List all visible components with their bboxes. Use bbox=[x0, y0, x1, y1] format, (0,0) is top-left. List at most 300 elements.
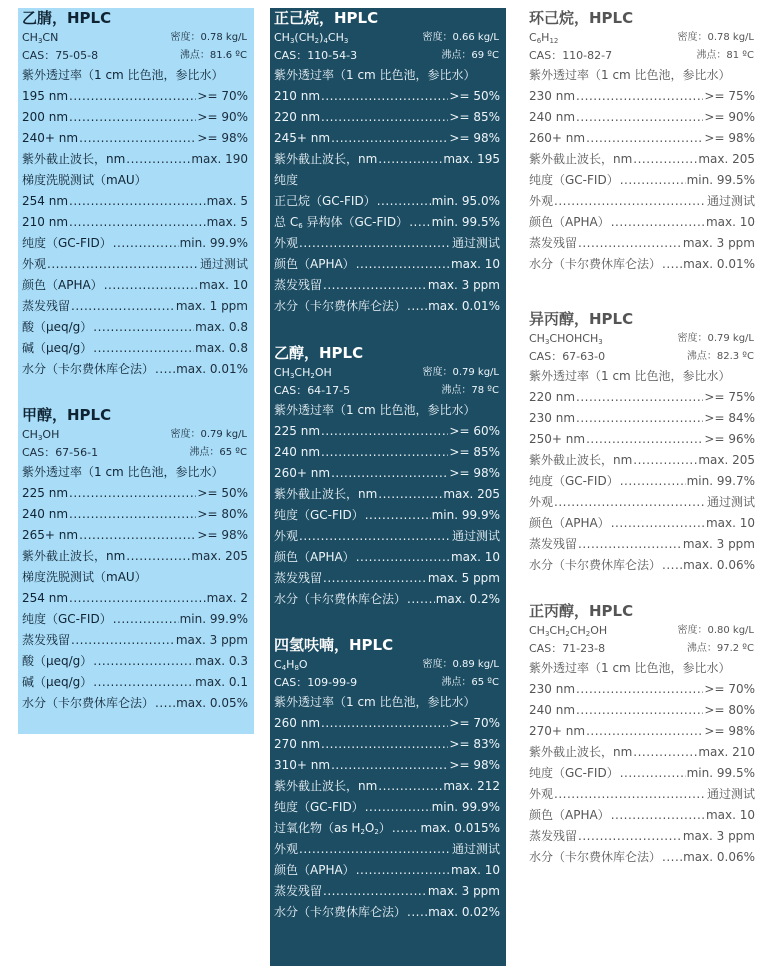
spec-value: min. 95.0% bbox=[431, 194, 500, 208]
spec-label-text: 310+ nm bbox=[274, 758, 331, 772]
spec-value: >= 50% bbox=[197, 486, 248, 500]
dot-leader bbox=[126, 546, 190, 567]
boiling-point: 沸点：78 ºC bbox=[441, 385, 499, 396]
dot-leader bbox=[620, 170, 686, 191]
spec-row bbox=[529, 763, 758, 784]
spec-row bbox=[274, 547, 503, 568]
spec-row bbox=[22, 630, 251, 651]
dot-leader bbox=[586, 128, 703, 149]
formula-part: 3 bbox=[598, 338, 603, 346]
spec-label bbox=[22, 317, 92, 338]
spec-label bbox=[529, 254, 661, 275]
spec-row bbox=[529, 534, 758, 555]
spec-value: max. 5 bbox=[206, 194, 248, 208]
spec-label-text: 260+ nm bbox=[529, 131, 586, 145]
spec-value: >= 90% bbox=[704, 110, 755, 124]
dot-leader bbox=[633, 450, 697, 471]
formula-part: CH bbox=[529, 332, 545, 345]
formula-part: 3 bbox=[289, 37, 295, 45]
formula-part: OH bbox=[314, 366, 332, 379]
dot-leader bbox=[365, 505, 431, 526]
spec-label bbox=[22, 128, 78, 149]
spec-value: max. 0.01% bbox=[683, 257, 755, 271]
density-value: 密度：0.66 kg/L bbox=[422, 32, 499, 43]
dot-leader bbox=[69, 86, 196, 107]
spec-row bbox=[529, 742, 758, 763]
dot-leader bbox=[407, 296, 427, 317]
spec-row bbox=[274, 233, 503, 254]
spec-label bbox=[529, 847, 661, 868]
formula-part: 12 bbox=[549, 37, 559, 45]
spec-value: max. 3 ppm bbox=[682, 236, 755, 250]
dot-leader bbox=[576, 700, 703, 721]
cas-line bbox=[22, 47, 251, 65]
spec-label-text: 220 nm bbox=[274, 110, 321, 124]
spec-row bbox=[22, 296, 251, 317]
spec-label bbox=[274, 881, 322, 902]
solvent-block bbox=[529, 309, 758, 576]
spec-label-text: 颜色（APHA） bbox=[22, 278, 103, 292]
boiling-point: 沸点：97.2 ºC bbox=[686, 643, 754, 654]
solvent-block bbox=[274, 635, 503, 923]
spec-label bbox=[274, 484, 377, 505]
spec-value: max. 0.3 bbox=[195, 654, 248, 668]
formula-part: CH bbox=[22, 31, 38, 44]
section-title: 异丙醇，HPLC bbox=[529, 310, 634, 328]
formula-part: (CH bbox=[294, 31, 315, 44]
formula-part: CH bbox=[274, 366, 290, 379]
spec-label bbox=[529, 721, 585, 742]
spec-row bbox=[22, 483, 251, 504]
spec-label bbox=[22, 149, 125, 170]
spec-label-text: 紫外截止波长，nm bbox=[529, 152, 633, 166]
spec-label bbox=[529, 805, 610, 826]
dot-leader bbox=[321, 734, 448, 755]
dot-leader bbox=[576, 679, 703, 700]
dot-leader bbox=[365, 797, 431, 818]
spec-value: max. 205 bbox=[698, 152, 755, 166]
spec-label-text: 265+ nm bbox=[22, 528, 79, 542]
spec-value: max. 205 bbox=[191, 549, 248, 563]
uv-transmittance-header: 紫外透过率（1 cm 比色池，参比水） bbox=[274, 68, 476, 82]
spec-row bbox=[274, 713, 503, 734]
spec-label bbox=[529, 450, 632, 471]
dot-leader bbox=[620, 471, 686, 492]
spec-row bbox=[274, 818, 503, 839]
formula-part: C bbox=[529, 31, 537, 44]
spec-value: 通过测试 bbox=[706, 787, 755, 801]
spec-value: 通过测试 bbox=[451, 842, 500, 856]
spec-value: >= 98% bbox=[449, 131, 500, 145]
solvent-block bbox=[274, 343, 503, 610]
uv-transmittance-header: 紫外透过率（1 cm 比色池，参比水） bbox=[529, 661, 731, 675]
dot-leader bbox=[69, 107, 196, 128]
spec-label-text: 230 nm bbox=[529, 411, 576, 425]
spec-value: max. 0.06% bbox=[683, 850, 755, 864]
spec-label-text: 270+ nm bbox=[529, 724, 586, 738]
formula-part: CH bbox=[327, 31, 344, 44]
spec-label bbox=[274, 191, 376, 212]
spec-value: >= 98% bbox=[197, 131, 248, 145]
spec-label bbox=[274, 526, 298, 547]
spec-label-text: 外观 bbox=[529, 495, 554, 509]
spec-label-text: 酸（µeq/g） bbox=[22, 320, 93, 334]
spec-label bbox=[22, 338, 92, 359]
spec-row bbox=[22, 212, 251, 233]
spec-label bbox=[529, 191, 553, 212]
chemical-formula bbox=[529, 330, 603, 348]
spec-row bbox=[22, 672, 251, 693]
boiling-point: 沸点：81 ºC bbox=[696, 50, 754, 61]
formula-part: O bbox=[298, 658, 308, 671]
spec-value: 通过测试 bbox=[451, 529, 500, 543]
spec-value: max. 3 ppm bbox=[682, 537, 755, 551]
spec-label bbox=[529, 233, 577, 254]
spec-label-text: 纯度（GC-FID） bbox=[529, 173, 619, 187]
spec-label bbox=[22, 296, 70, 317]
spec-row bbox=[274, 839, 503, 860]
spec-label-text: 紫外截止波长，nm bbox=[274, 779, 378, 793]
spec-value: >= 90% bbox=[197, 110, 248, 124]
section-title: 正己烷，HPLC bbox=[274, 9, 379, 27]
cas-number: CAS：71-23-8 bbox=[529, 642, 606, 655]
spec-row bbox=[22, 107, 251, 128]
spec-row bbox=[274, 254, 503, 275]
spec-value: max. 2 bbox=[206, 591, 248, 605]
formula-line bbox=[529, 330, 758, 348]
dot-leader bbox=[576, 86, 703, 107]
spec-value: >= 98% bbox=[449, 758, 500, 772]
spec-label-text: 210 nm bbox=[22, 215, 69, 229]
spec-label bbox=[529, 700, 575, 721]
spec-label-text: 230 nm bbox=[529, 89, 576, 103]
spec-row bbox=[529, 170, 758, 191]
dot-leader bbox=[633, 742, 697, 763]
dot-leader bbox=[662, 847, 682, 868]
dot-leader bbox=[576, 408, 703, 429]
spec-label bbox=[274, 902, 406, 923]
spec-value: min. 99.9% bbox=[431, 800, 500, 814]
formula-part: 3 bbox=[37, 434, 43, 442]
formula-part: CH bbox=[274, 31, 290, 44]
spec-label-text: 颜色（APHA） bbox=[529, 808, 610, 822]
formula-line bbox=[274, 364, 503, 382]
spec-label-text: 紫外截止波长，nm bbox=[274, 152, 378, 166]
spec-value: max. 0.8 bbox=[195, 341, 248, 355]
solvent-block bbox=[274, 8, 503, 317]
spec-label bbox=[274, 463, 330, 484]
spec-label bbox=[274, 212, 408, 233]
spec-label-text: 颜色（APHA） bbox=[529, 516, 610, 530]
spec-label bbox=[274, 275, 322, 296]
spec-label bbox=[529, 429, 585, 450]
spec-row bbox=[274, 421, 503, 442]
dot-leader bbox=[407, 589, 435, 610]
cas-line bbox=[529, 47, 758, 65]
dot-leader bbox=[578, 534, 682, 555]
density-value: 密度：0.80 kg/L bbox=[677, 625, 754, 636]
spec-value: max. 3 ppm bbox=[175, 633, 248, 647]
formula-part: 2 bbox=[310, 372, 315, 380]
spec-label bbox=[274, 149, 377, 170]
spec-value: 通过测试 bbox=[451, 236, 500, 250]
formula-part: CH bbox=[549, 624, 566, 637]
spec-label-text: 水分（卡尔费休库仑法） bbox=[529, 850, 662, 864]
spec-label bbox=[274, 547, 355, 568]
spec-label bbox=[22, 672, 92, 693]
spec-label bbox=[529, 170, 619, 191]
spec-row bbox=[274, 275, 503, 296]
spec-label bbox=[22, 525, 78, 546]
spec-value: >= 85% bbox=[449, 445, 500, 459]
spec-label bbox=[22, 107, 68, 128]
solvent-block bbox=[529, 8, 758, 275]
spec-value: >= 85% bbox=[449, 110, 500, 124]
spec-value: max. 3 ppm bbox=[682, 829, 755, 843]
formula-part: OH bbox=[42, 428, 60, 441]
formula-part: 3 bbox=[343, 37, 349, 45]
section-title: 环己烷，HPLC bbox=[529, 9, 634, 27]
spec-value: >= 75% bbox=[704, 390, 755, 404]
spec-label bbox=[529, 492, 553, 513]
spec-value: max. 0.06% bbox=[683, 558, 755, 572]
spec-label-text: 蒸发残留 bbox=[529, 236, 578, 250]
spec-value: min. 99.9% bbox=[431, 508, 500, 522]
section-title: 乙腈，HPLC bbox=[22, 9, 112, 27]
dot-leader bbox=[331, 128, 448, 149]
spec-label-text: 纯度（GC-FID） bbox=[22, 236, 112, 250]
spec-row bbox=[529, 555, 758, 576]
spec-label bbox=[274, 818, 391, 839]
spec-label-text: 颜色（APHA） bbox=[529, 215, 610, 229]
solvent-block bbox=[22, 405, 251, 714]
dot-leader bbox=[356, 860, 450, 881]
density-value: 密度：0.78 kg/L bbox=[170, 32, 247, 43]
dot-leader bbox=[93, 338, 194, 359]
formula-part: CN bbox=[42, 31, 59, 44]
boiling-point: 沸点：65 ºC bbox=[189, 447, 247, 458]
section-title: 甲醇，HPLC bbox=[22, 406, 112, 424]
spec-value: >= 98% bbox=[704, 724, 755, 738]
formula-part: 4 bbox=[323, 37, 328, 45]
dot-leader bbox=[113, 609, 179, 630]
spec-label bbox=[22, 233, 112, 254]
spec-label-text: 水分（卡尔费休库仑法） bbox=[22, 362, 155, 376]
spec-column-1 bbox=[18, 8, 254, 734]
dot-leader bbox=[586, 721, 703, 742]
spec-value: max. 0.8 bbox=[195, 320, 248, 334]
cas-number: CAS：64-17-5 bbox=[274, 384, 351, 397]
formula-part: ) bbox=[319, 31, 324, 44]
dot-leader bbox=[633, 149, 697, 170]
uv-transmittance-header: 紫外透过率（1 cm 比色池，参比水） bbox=[22, 68, 224, 82]
spec-row bbox=[274, 86, 503, 107]
spec-row bbox=[529, 513, 758, 534]
chemical-formula bbox=[274, 656, 308, 674]
spec-label bbox=[22, 191, 68, 212]
spec-label bbox=[529, 742, 632, 763]
spec-label-text: 碱（µeq/g） bbox=[22, 341, 93, 355]
section-title: 正丙醇，HPLC bbox=[529, 602, 634, 620]
dot-leader bbox=[578, 233, 682, 254]
dot-leader bbox=[554, 191, 706, 212]
spec-label-subscript: 2 bbox=[374, 828, 379, 836]
dot-leader bbox=[126, 149, 190, 170]
spec-row bbox=[529, 826, 758, 847]
spec-row bbox=[529, 86, 758, 107]
spec-row bbox=[529, 387, 758, 408]
spec-label-text: 纯度（GC-FID） bbox=[274, 800, 364, 814]
boiling-point: 沸点：65 ºC bbox=[441, 677, 499, 688]
chemical-formula bbox=[274, 29, 348, 47]
spec-value: min. 99.5% bbox=[686, 173, 755, 187]
formula-part: CH bbox=[294, 366, 311, 379]
dot-leader bbox=[331, 463, 448, 484]
formula-part: 2 bbox=[314, 37, 320, 45]
spec-value: min. 99.9% bbox=[179, 612, 248, 626]
spec-value: 通过测试 bbox=[706, 495, 755, 509]
dot-leader bbox=[662, 555, 682, 576]
spec-label-text: 水分（卡尔费休库仑法） bbox=[529, 558, 662, 572]
formula-part: 4 bbox=[281, 664, 287, 672]
dot-leader bbox=[299, 839, 451, 860]
dot-leader bbox=[378, 776, 442, 797]
density-value: 密度：0.79 kg/L bbox=[677, 333, 754, 344]
spec-row bbox=[274, 463, 503, 484]
formula-part: 2 bbox=[565, 630, 570, 638]
spec-value: 通过测试 bbox=[199, 257, 248, 271]
dot-leader bbox=[576, 387, 703, 408]
formula-part: 3 bbox=[544, 338, 550, 346]
spec-label bbox=[22, 483, 68, 504]
spec-label-text: 蒸发残留 bbox=[274, 278, 323, 292]
spec-label-text: 水分（卡尔费休库仑法） bbox=[274, 592, 407, 606]
spec-label bbox=[274, 128, 330, 149]
spec-row bbox=[22, 525, 251, 546]
spec-value: max. 1 ppm bbox=[175, 299, 248, 313]
spec-label-text: 蒸发残留 bbox=[274, 884, 323, 898]
spec-label-text: 纯度（GC-FID） bbox=[529, 766, 619, 780]
cas-number: CAS：110-82-7 bbox=[529, 49, 613, 62]
section-title: 乙醇，HPLC bbox=[274, 344, 364, 362]
spec-label-text: 220 nm bbox=[529, 390, 576, 404]
spec-value: min. 99.7% bbox=[686, 474, 755, 488]
density-value: 密度：0.78 kg/L bbox=[677, 32, 754, 43]
spec-label-text: 异构体（GC-FID） bbox=[302, 215, 409, 229]
uv-transmittance-header: 紫外透过率（1 cm 比色池，参比水） bbox=[529, 369, 731, 383]
spec-row bbox=[274, 589, 503, 610]
spec-value: max. 0.1 bbox=[195, 675, 248, 689]
cas-line bbox=[529, 348, 758, 366]
spec-row bbox=[22, 233, 251, 254]
spec-row bbox=[274, 149, 503, 170]
spec-label bbox=[274, 86, 320, 107]
formula-line bbox=[22, 426, 251, 444]
spec-label-text: 254 nm bbox=[22, 194, 69, 208]
spec-label-text: 紫外截止波长，nm bbox=[274, 487, 378, 501]
spec-row bbox=[529, 700, 758, 721]
spec-row bbox=[274, 526, 503, 547]
formula-part: H bbox=[541, 31, 550, 44]
solvent-block bbox=[529, 601, 758, 868]
spec-value: max. 210 bbox=[698, 745, 755, 759]
dot-leader bbox=[620, 763, 686, 784]
spec-label-text: 外观 bbox=[274, 236, 299, 250]
dot-leader bbox=[79, 128, 196, 149]
spec-value: 通过测试 bbox=[706, 194, 755, 208]
spec-row bbox=[529, 107, 758, 128]
spec-label-text: 水分（卡尔费休库仑法） bbox=[22, 696, 155, 710]
spec-label bbox=[22, 359, 154, 380]
dot-leader bbox=[611, 513, 705, 534]
spec-label bbox=[529, 128, 585, 149]
spec-label bbox=[274, 107, 320, 128]
spec-label-text: 水分（卡尔费休库仑法） bbox=[529, 257, 662, 271]
density-value: 密度：0.89 kg/L bbox=[422, 659, 499, 670]
spec-label bbox=[22, 609, 112, 630]
spec-value: max. 205 bbox=[698, 453, 755, 467]
cas-number: CAS：67-63-0 bbox=[529, 350, 606, 363]
spec-label bbox=[274, 797, 364, 818]
dot-leader bbox=[586, 429, 703, 450]
cas-line bbox=[22, 444, 251, 462]
spec-label-text: 紫外截止波长，nm bbox=[22, 152, 126, 166]
dot-leader bbox=[662, 254, 682, 275]
spec-row bbox=[22, 504, 251, 525]
spec-column-2 bbox=[270, 8, 506, 966]
spec-row bbox=[529, 721, 758, 742]
spec-label bbox=[529, 763, 619, 784]
dot-leader bbox=[321, 86, 448, 107]
cas-line bbox=[274, 47, 503, 65]
dot-leader bbox=[299, 526, 451, 547]
dot-leader bbox=[321, 713, 448, 734]
spec-label bbox=[529, 408, 575, 429]
spec-row bbox=[22, 149, 251, 170]
spec-row bbox=[22, 359, 251, 380]
spec-value: max. 5 bbox=[206, 215, 248, 229]
dot-leader bbox=[377, 191, 431, 212]
spec-value: max. 0.02% bbox=[428, 905, 500, 919]
spec-label bbox=[529, 513, 610, 534]
spec-value: max. 5 ppm bbox=[427, 571, 500, 585]
spec-label bbox=[274, 755, 330, 776]
cas-number: CAS：109-99-9 bbox=[274, 676, 358, 689]
dot-leader bbox=[71, 296, 175, 317]
spec-label-text: 225 nm bbox=[22, 486, 69, 500]
spec-label bbox=[22, 630, 70, 651]
spec-label-text: 颜色（APHA） bbox=[274, 257, 355, 271]
cas-line bbox=[274, 382, 503, 400]
spec-label-text: 外观 bbox=[22, 257, 47, 271]
spec-value: >= 70% bbox=[197, 89, 248, 103]
spec-label-text: 蒸发残留 bbox=[529, 829, 578, 843]
spec-label-text: 总 C bbox=[274, 215, 299, 229]
dot-leader bbox=[409, 212, 430, 233]
spec-label bbox=[274, 589, 406, 610]
dot-leader bbox=[104, 275, 198, 296]
spec-value: >= 98% bbox=[197, 528, 248, 542]
spec-label-text: 210 nm bbox=[274, 89, 321, 103]
spec-value: >= 98% bbox=[449, 466, 500, 480]
dot-leader bbox=[113, 233, 179, 254]
formula-line bbox=[529, 29, 758, 47]
spec-label bbox=[22, 504, 68, 525]
chemical-formula bbox=[274, 364, 332, 382]
spec-label-text: 紫外截止波长，nm bbox=[529, 453, 633, 467]
spec-label-text: 紫外截止波长，nm bbox=[22, 549, 126, 563]
spec-row bbox=[274, 734, 503, 755]
